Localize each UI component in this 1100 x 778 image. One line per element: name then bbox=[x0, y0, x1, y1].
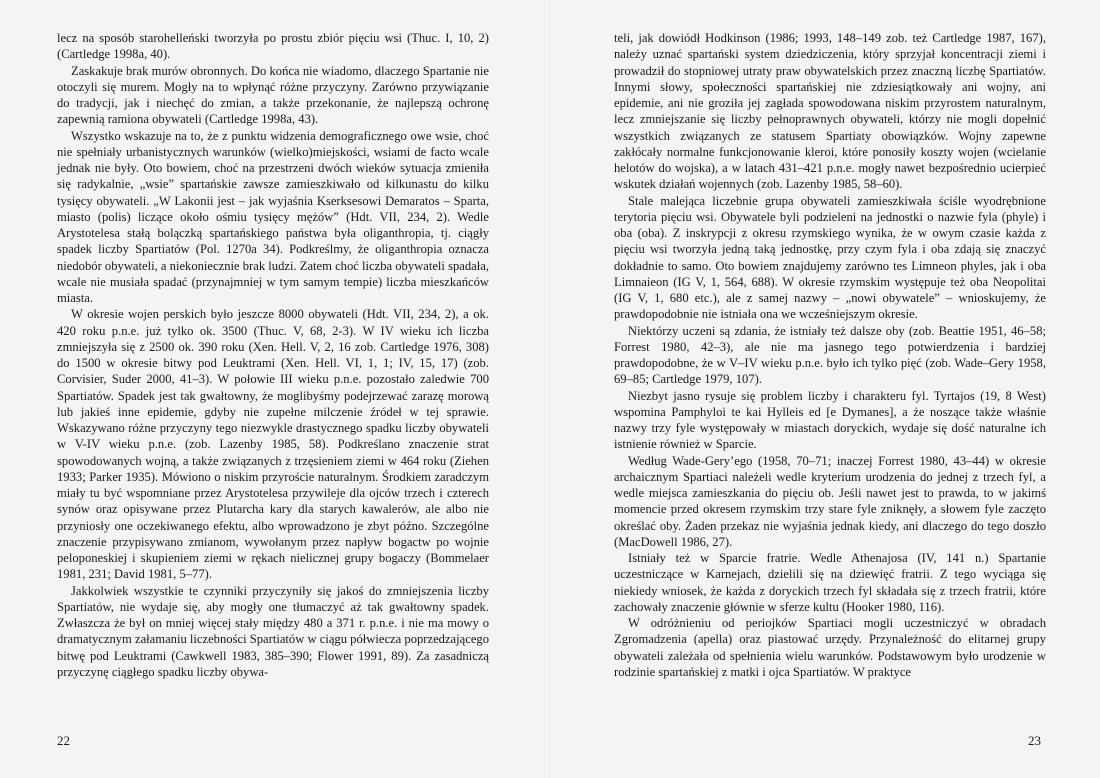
paragraph: Zaskakuje brak murów obronnych. Do końca nie wiadomo, dlaczego Spartanie nie otoczyli się murem. Mogły na to wpłynąć różne przyczyny. Zarówno przywiązanie do tradycji, jak i niechęć do zmian, a także przekonanie, że najlepszą ochronę zapewnią ramiona obywateli (Cartledge 1998a, 43). bbox=[57, 63, 489, 127]
page-gutter bbox=[549, 0, 551, 778]
paragraph: teli, jak dowiódł Hodkinson (1986; 1993, 148–149 zob. też Cartledge 1987, 167), należy uznać spartański system dziedziczenia, który sprzyjał koncentracji ziemi i prowadził do stopniowej utraty praw obywatelskich przez znaczną liczbę Spartiatów. Innymi słowy, społeczności spartańskiej nie zdziesiątkowały ani wojny, ani epidemie, ani nie groziła jej zagłada spowodowana niskim przyrostem naturalnym, lecz zmniejszanie się liczby pełnoprawnych obywateli, którzy nie mogli dopełnić wszystkich związanych ze statusem Spartiaty obowiązków. Wojny zapewne zakłócały normalne funkcjonowanie kleroi, które ponosiły koszty wojen (wcielanie helotów do wojska), a w latach 431–421 p.n.e. mogły nawet bezpośrednio ucierpieć wskutek działań wojennych (zob. Lazenby 1985, 58–60). bbox=[614, 31, 1046, 192]
paragraph: lecz na sposób starohelleński tworzyła po prostu zbiór pięciu wsi (Thuc. I, 10, 2) (Cartledge 1998a, 40). bbox=[57, 31, 489, 62]
page-number-right: 23 bbox=[1028, 733, 1041, 748]
paragraph: Niektórzy uczeni są zdania, że istniały też dalsze oby (zob. Beattie 1951, 46–58; Forrest 1980, 42–3), ale nie ma jasnego tego potwierdzenia i bardziej prawdopodobne, że w V–IV wieku p.n.e. było ich tylko pięć (zob. Wade–Gery 1958, 69–85; Cartledge 1979, 107). bbox=[614, 323, 1046, 387]
paragraph: Niezbyt jasno rysuje się problem liczby i charakteru fyl. Tyrtajos (19, 8 West) wspomina Pamphyloi te kai Hylleis ed [e Dymanes], a że noszące także właśnie nazwy trzy fyle występowały w miastach doryckich, wydaje się dość naturalne ich istnienie również w Sparcie. bbox=[614, 388, 1046, 452]
paragraph: Jakkolwiek wszystkie te czynniki przyczyniły się jakoś do zmniejszenia liczby Spartiatów, nie wydaje się, aby mogły one tłumaczyć aż tak gwałtowny spadek. Zwłaszcza że był on mniej więcej stały między 480 a 371 r. p.n.e. i nie ma mowy o dramatycznym załamaniu liczebności Spartiatów w ciągu półwiecza poprzedzającego bitwę pod Leuktrami (Cawkwell 1983, 385–390; Flower 1991, 89). Za zasadniczą przyczynę ciągłego spadku liczby obywa- bbox=[57, 583, 489, 679]
paragraph: W odróżnieniu od periojków Spartiaci mogli uczestniczyć w obradach Zgromadzenia (apella) oraz piastować urzędy. Przynależność do elitarnej grupy obywateli zależała od spełnienia wielu warunków. Podstawowym było urodzenie w rodzinie spartańskiej z matki i ojca Spartiatów. W praktyce bbox=[614, 616, 1046, 679]
page-number-left: 22 bbox=[57, 733, 70, 748]
paragraph: Istniały też w Sparcie fratrie. Wedle Athenajosa (IV, 141 n.) Spartanie uczestniczące w Karnejach, dzielili się na dziewięć fratrii. Z tego wyciąga się niekiedy wniosek, że każda z doryckich trzech fyl składała się z trzech fratrii, które zachowały znaczenie głównie w sferze kultu (Hooker 1980, 116). bbox=[614, 551, 1046, 614]
left-page bbox=[57, 30, 489, 680]
paragraph: W okresie wojen perskich było jeszcze 8000 obywateli (Hdt. VII, 234, 2), a ok. 420 roku p.n.e. już tylko ok. 3500 (Thuc. V, 68, 2-3). W IV wieku ich liczba zmniejszyła się z 2500 ok. 390 roku (Xen. Hell. V, 2, 16 zob. Cartledge 1976, 308) do 1500 w okresie bitwy pod Leuktrami (Xen. Hell. VI, 1, 1; IV, 15, 17) (zob. Corvisier, Suder 2000, 41–3). W połowie III wieku p.n.e. pozostało zaledwie 700 Spartiatów. Spadek jest tak gwałtowny, że moglibyśmy podejrzewać zarazę morową lub jakieś inne epidemie, gdyby nie zupełne milczenie źródeł w tej sprawie. Wskazywano różne przyczyny tego niezwykle drastycznego spadku liczby obywateli w V-IV wieku p.n.e. (zob. Lazenby 1985, 58). Podkreślano znaczenie strat spowodowanych wojną, a także związanych z trzęsieniem ziemi w 464 roku (Ziehen 1933; Parker 1935). Mówiono o niskim przyroście naturalnym. Środkiem zaradczym miały tu być wspomniane przez Arystotelesa przywileje dla ojców trzech i czterech synów oraz opisywane przez Plutarcha kary dla starych kawalerów, ale albo nie przyniosły one oczekiwanego efektu, albo wprowadzono je zbyt późno. Szczególne znaczenie przypisywano zmianom, wywołanym przez napływ bogactw po wojnie peloponeskiej i skupieniem ziemi w rękach nielicznej grupy bogaczy (Bommelaer 1981, 231; David 1981, 5–77). bbox=[57, 307, 489, 582]
paragraph: Według Wade-Gery’ego (1958, 70–71; inaczej Forrest 1980, 43–44) w okresie archaicznym Spartiaci należeli wedle kryterium urodzenia do jednej z trzech fyl, a wedle miejsca zamieszkania do pięciu ob. Jeśli nawet jest to prawda, to w jakimś momencie przed okresem rzymskim trzy stare fyle zniknęły, a słowem fyle zaczęto określać oby. Żaden przekaz nie wyjaśnia jednak kiedy, ani dlaczego do tego doszło (MacDowell 1986, 27). bbox=[614, 453, 1046, 549]
paragraph: Wszystko wskazuje na to, że z punktu widzenia demograficznego owe wsie, choć nie spełniały urbanistycznych warunków (wielko)miejskości, wsiami de facto wcale jednak nie były. Oto bowiem, choć na przestrzeni dwóch wieków sytuacja zmieniła się radykalnie, „wsie” spartańskie zawsze zamieszkiwało od kilkunastu do kilku tysięcy obywateli. „W Lakonii jest – jak wyjaśnia Kserksesowi Demaratos – Sparta, miasto (polis) liczące około ośmiu tysięcy mężów” (Hdt. VII, 234, 2). Wedle Arystotelesa stałą bolączką spartańskiego państwa była oliganthropia, tj. ciągły spadek liczby Spartiatów (Pol. 1270a 34). Podkreślmy, że oliganthropia oznacza niedobór obywateli, a niekoniecznie brak ludzi. Zatem choć liczba obywateli spadała, wcale nie musiała spadać (przynajmniej w tym samym tempie) liczba mieszkańców miasta. bbox=[57, 128, 489, 305]
right-page bbox=[614, 30, 1046, 680]
paragraph: Stale malejąca liczebnie grupa obywateli zamieszkiwała ściśle wyodrębnione terytoria pięciu wsi. Obywatele byli podzieleni na jednostki o nazwie fyla (phyle) i oba (oba). Z inskrypcji z okresu rzymskiego wynika, że w owym czasie każda z pięciu wsi tworzyła jedną taką jednostkę, przy czym fyla i oba zdają się znaczyć dokładnie to samo. Oto bowiem znajdujemy zarówno tes Limneon phyles, jak i oba Limnaieon (IG V, 1, 564, 688). W okresie rzymskim występuje też oba Neopolitai (IG V, 1, 680 etc.), ale z samej nazwy – „nowi obywatele” – wnioskujemy, że prawdopodobnie nie istniała ona we wcześniejszym okresie. bbox=[614, 193, 1046, 322]
